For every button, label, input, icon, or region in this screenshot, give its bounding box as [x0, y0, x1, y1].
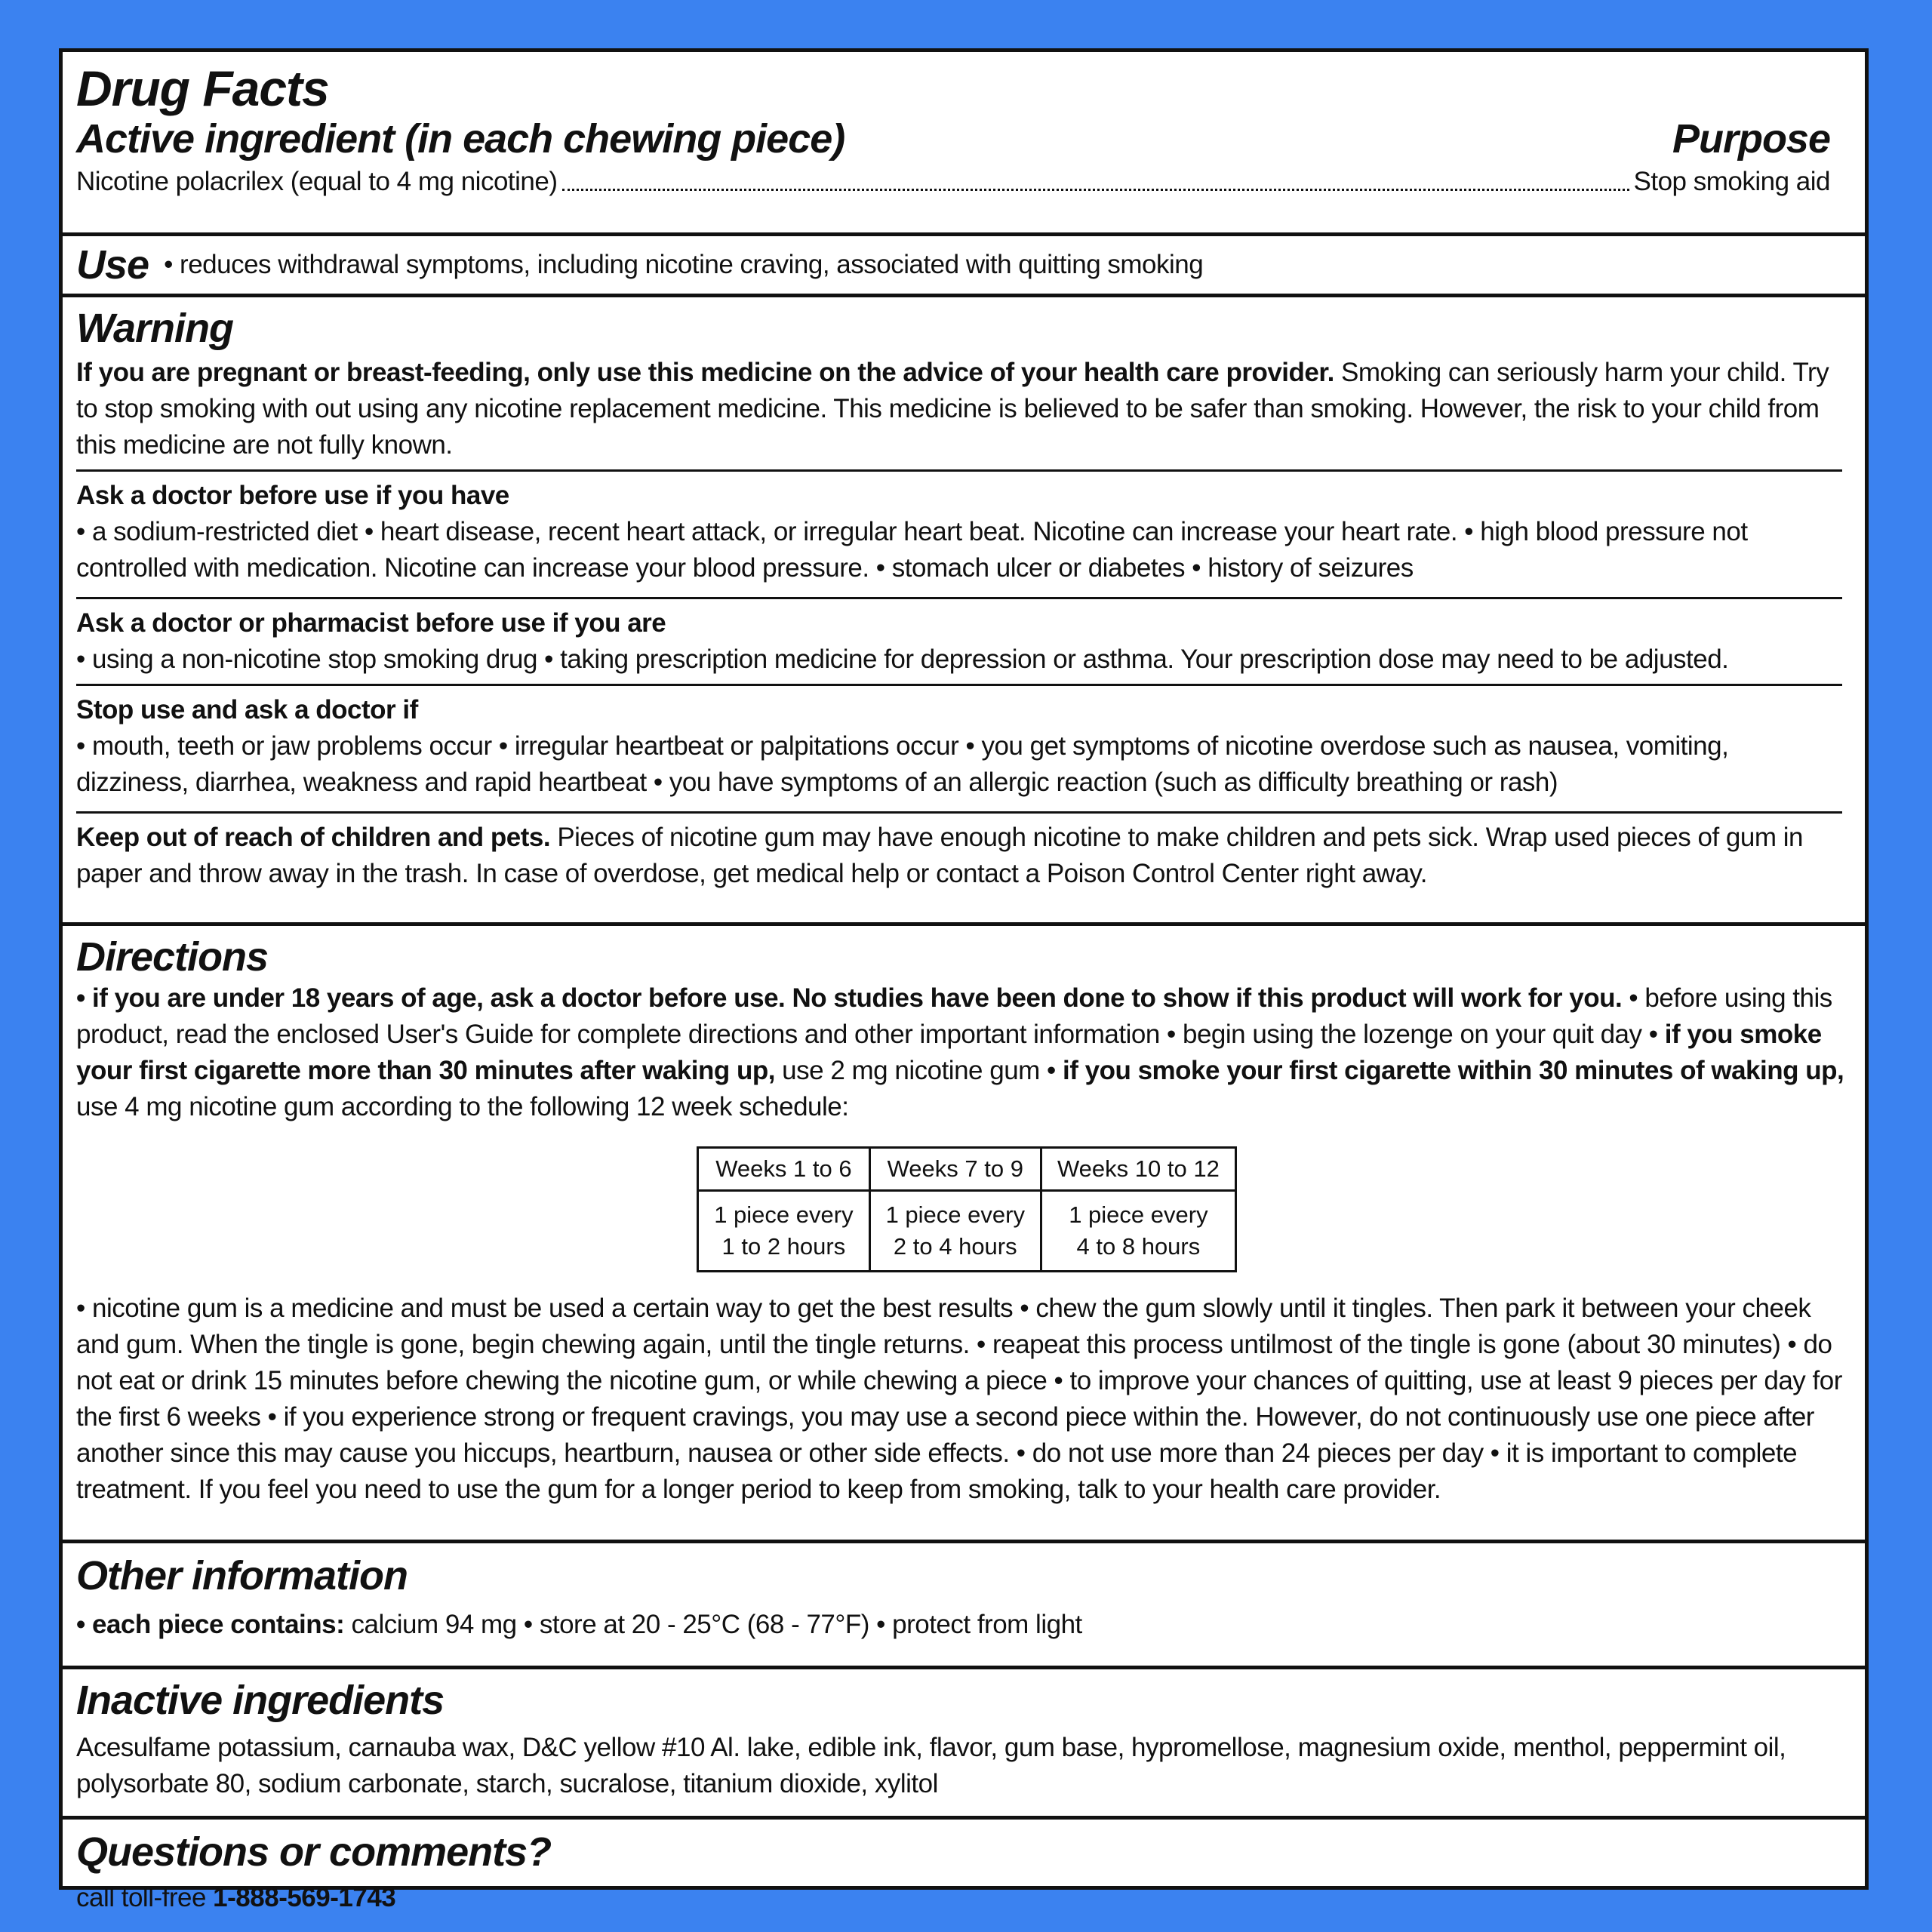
stop-use-text: • mouth, teeth or jaw problems occur • irregular heartbeat or palpitations occur • you get symptoms of nicotine overdose such as nausea, vomiting, dizziness, diarrhea, weakness and rapid heartbeat • you have symptoms of an allergic reaction (such as difficulty breathing or rash) [76, 731, 1729, 797]
directions-text-1: • if you are under 18 years of age, ask a doctor before use. No studies have been done to show if this product will work for you. • before using this product, read the enclosed User's Guide for complete directions and other important information • begin using the lozenge on your quit day • if you smoke your first cigarette more than 30 minutes after waking up, use 2 mg nicotine gum • if you smoke your first cigarette within 30 minutes of waking up, use 4 mg nicotine gum according to the following 12 week schedule: [76, 983, 1844, 1121]
other-information-text: • each piece contains: calcium 94 mg • store at 20 - 25°C (68 - 77°F) • protect from light [76, 1610, 1082, 1639]
ask-pharmacist-heading: Ask a doctor or pharmacist before use if you are [76, 608, 666, 638]
inactive-ingredients-heading: Inactive ingredients [76, 1678, 445, 1723]
questions-heading: Questions or comments? [76, 1829, 552, 1875]
stop-use-block [76, 686, 1842, 814]
ask-doctor-text: • a sodium-restricted diet • heart disease, recent heart attack, or irregular heart beat. Nicotine can increase your heart rate. • high blood pressure not controlled with medication. Nicotine can increase your blood pressure. • stomach ulcer or diabetes • history of seizures [76, 517, 1748, 583]
inactive-ingredients-section [63, 1677, 1865, 1820]
other-information-section [63, 1552, 1865, 1669]
table-header-cell: Weeks 10 to 12 [1041, 1148, 1235, 1191]
inactive-ingredients-text: Acesulfame potassium, carnauba wax, D&C yellow #10 Al. lake, edible ink, flavor, gum base, hypromellose, magnesium oxide, menthol, peppermint oil, polysorbate 80, sodium carbonate, starch, sucralose, titanium dioxide, xylitol [76, 1733, 1786, 1798]
use-heading: Use [76, 242, 149, 288]
purpose-heading: Purpose [1672, 116, 1830, 162]
ask-doctor-block [76, 472, 1842, 599]
phone-number: 1-888-569-1743 [213, 1883, 396, 1912]
use-section [63, 236, 1865, 297]
active-ingredient-heading: Active ingredient (in each chewing piece) [76, 116, 845, 162]
other-information-heading: Other information [76, 1553, 408, 1598]
ask-pharmacist-block [76, 599, 1842, 686]
table-cell: 1 piece every 4 to 8 hours [1041, 1191, 1235, 1272]
use-text: • reduces withdrawal symptoms, including nicotine craving, associated with quitting smoking [164, 250, 1204, 279]
questions-text: call toll-free 1-888-569-1743 [76, 1883, 396, 1912]
ask-pharmacist-text: • using a non-nicotine stop smoking drug • taking prescription medicine for depression or asthma. Your prescription dose may need to be adjusted. [76, 645, 1729, 674]
table-row [698, 1191, 1236, 1272]
questions-section [63, 1829, 1865, 1916]
table-header-row [698, 1148, 1236, 1191]
table-header-cell: Weeks 1 to 6 [698, 1148, 869, 1191]
directions-section [63, 934, 1865, 1543]
warning-heading: Warning [76, 306, 233, 351]
table-cell: 1 piece every 2 to 4 hours [869, 1191, 1041, 1272]
stop-use-heading: Stop use and ask a doctor if [76, 695, 418, 724]
leader-dots [562, 189, 1629, 191]
pregnancy-warning: If you are pregnant or breast-feeding, only use this medicine on the advice of your health care provider. Smoking can seriously harm your child. Try to stop smoking with out using any nicotine replacement medicine. This medicine is believed to be safer than smoking. However, the risk to your child from this medicine are not fully known. [76, 352, 1842, 472]
ask-doctor-heading: Ask a doctor before use if you have [76, 481, 509, 510]
table-header-cell: Weeks 7 to 9 [869, 1148, 1041, 1191]
directions-text-2: • nicotine gum is a medicine and must be used a certain way to get the best results • chew the gum slowly until it tingles. Then park it between your cheek and gum. When the tingle is gone, begin chewing again, until the tingle returns. • reapeat this process untilmost of the tingle is gone (about 30 minutes) • do not eat or drink 15 minutes before chewing the nicotine gum, or while chewing a piece • to improve your chances of quitting, use at least 9 pieces per day for the first 6 weeks • if you experience strong or frequent cravings, you may use a second piece within the. However, do not continuously use one piece after another since this may cause you hiccups, heartburn, nausea or other side effects. • do not use more than 24 pieces per day • it is important to complete treatment. If you feel you need to use the gum for a longer period to keep from smoking, talk to your health care provider. [76, 1294, 1842, 1504]
purpose-text: Stop smoking aid [1633, 167, 1830, 196]
active-ingredient-section [63, 58, 1865, 236]
keep-out-of-reach: Keep out of reach of children and pets. Pieces of nicotine gum may have enough nicotine to make children and pets sick. Wrap used pieces of gum in paper and throw away in the trash. In case of overdose, get medical help or contact a Poison Control Center right away. [76, 823, 1803, 888]
table-cell: 1 piece every 1 to 2 hours [698, 1191, 869, 1272]
directions-heading: Directions [76, 934, 269, 980]
dosing-schedule-table [697, 1146, 1237, 1272]
page-title: Drug Facts [76, 60, 329, 116]
warning-section [63, 305, 1865, 926]
drug-facts-panel [59, 48, 1869, 1912]
active-ingredient-name: Nicotine polacrilex (equal to 4 mg nicotine) [76, 167, 558, 196]
